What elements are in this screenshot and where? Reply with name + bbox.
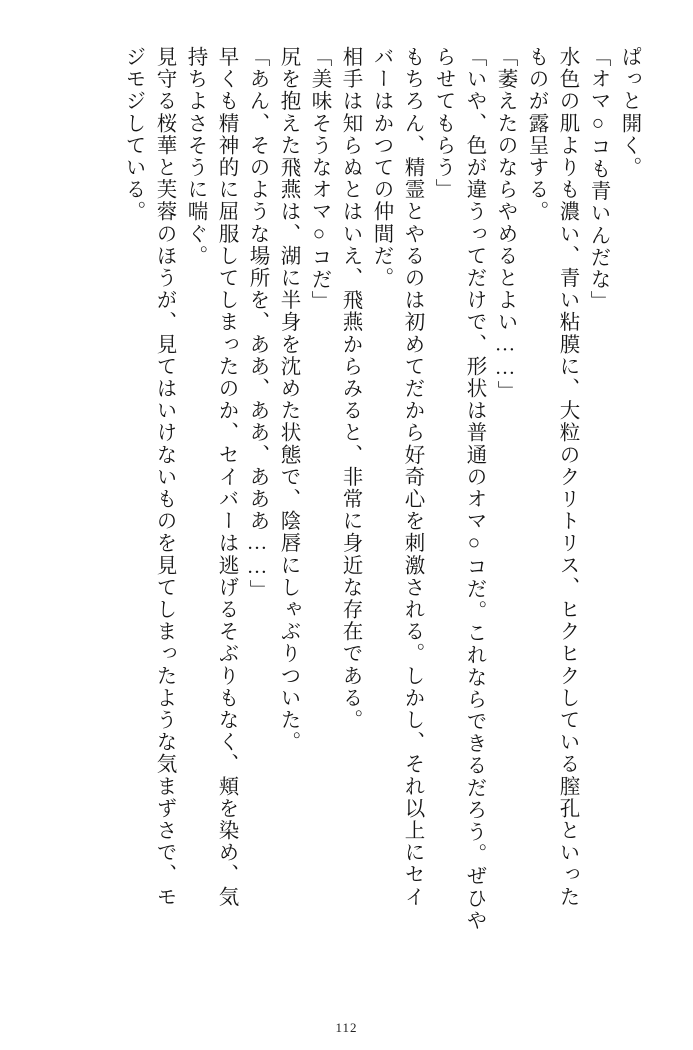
text-column: 尻を抱えた飛燕は、湖に半身を沈めた状態で、陰唇にしゃぶりついた。 [277,46,299,754]
text-column: 「美味そうなオマ○コだ」 [308,46,330,313]
text-column: らせてもらう」 [432,46,454,201]
text-column: ものが露呈する。 [525,46,547,223]
text-column: 「いや、色が違うってだけで、形状は普通のオマ○コだ。これならできるだろう。ぜひや [463,46,485,932]
text-column: 見守る桜華と芙蓉のほうが、見てはいけないものを見てしまったような気まずさで、モ [153,46,175,908]
vertical-text-block [60,46,639,996]
text-column: ぱっと開く。 [618,46,640,179]
text-column: 水色の肌よりも濃い、青い粘膜に、大粒のクリトリス、ヒクヒクしている膣孔といった [556,46,578,908]
page-number: 112 [335,1020,358,1035]
text-column: バーはかつての仲間だ。 [370,46,392,290]
text-column: 持ちよさそうに喘ぐ。 [184,46,206,267]
text-column: 「萎えたのならやめるとよい……」 [494,46,516,403]
text-column: 早くも精神的に屈服してしまったのか、セイバーは逃げるそぶりもなく、頬を染め、気 [215,46,237,908]
text-column: 「オマ○コも青いんだな」 [587,46,609,313]
text-column: 「あん、そのような場所を、ああ、ああ、あああ……」 [246,46,268,602]
text-column: ジモジしている。 [122,46,144,223]
text-column: 相手は知らぬとはいえ、飛燕からみると、非常に身近な存在である。 [339,46,361,732]
text-column: もちろん、精霊とやるのは初めてだから好奇心を刺激される。しかし、それ以上にセイ [401,46,423,908]
